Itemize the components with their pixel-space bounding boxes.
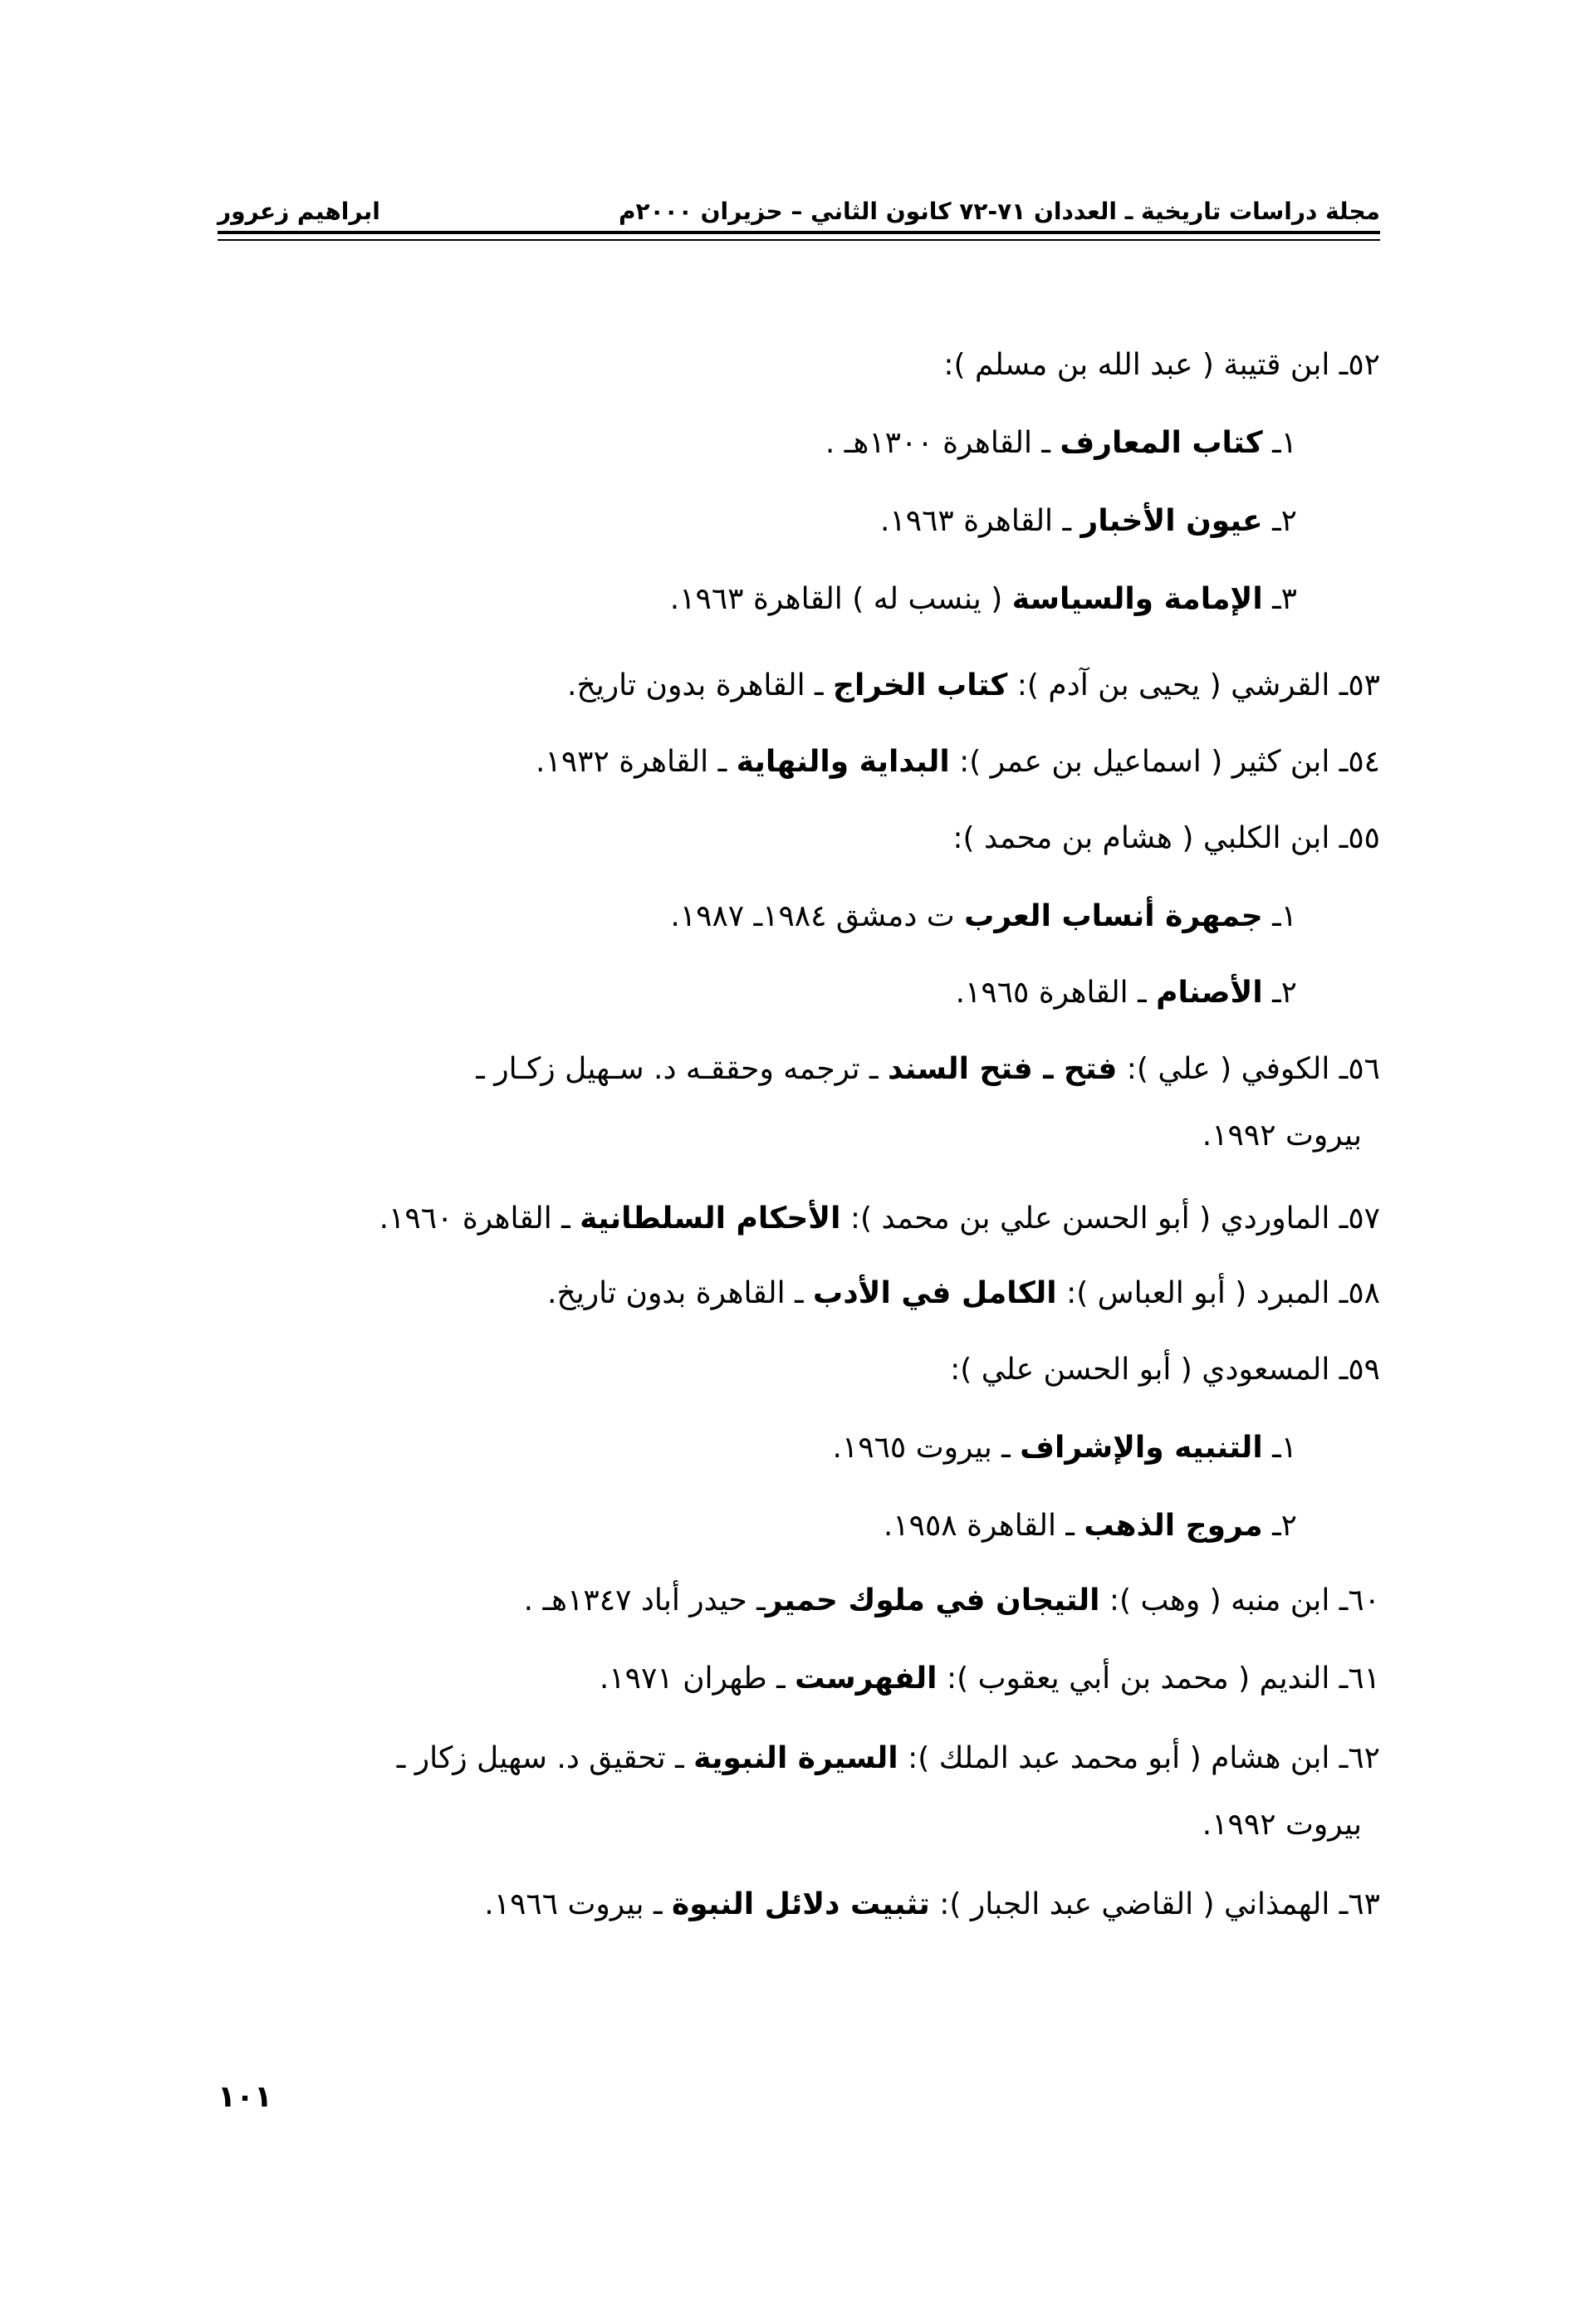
book-title: السيرة النبوية	[693, 1741, 898, 1775]
entry-text: ٥٩ـ المسعودي ( أبو الحسن علي ):	[950, 1353, 1380, 1387]
entry-text: ـ القاهرة ١٩٦٠.	[379, 1202, 580, 1236]
bibliography-entry	[536, 739, 1380, 786]
book-title: كتاب الخراج	[833, 668, 1008, 702]
header-rule-thick	[218, 231, 1380, 234]
bibliography-sub-entry	[956, 970, 1297, 1016]
book-title: الإمامة والسياسة	[1011, 582, 1263, 616]
entry-text: ٥٣ـ القرشي ( يحيى بن آدم ):	[1007, 668, 1380, 702]
entry-text: ـ القاهرة ١٣٠٠هـ .	[825, 426, 1060, 460]
entry-text: ـ بيروت ١٩٦٦.	[484, 1887, 672, 1921]
entry-text: ت دمشق ١٩٨٤ـ ١٩٨٧.	[670, 899, 965, 933]
entry-text: ـ ترجمه وحققـه د. سـهيل زكـار ـ	[476, 1052, 888, 1086]
book-title: الفهرست	[795, 1662, 938, 1696]
bibliography-sub-entry	[670, 893, 1297, 940]
entry-text: ( ينسب له ) القاهرة ١٩٦٣.	[669, 582, 1012, 616]
entry-text: ٥٧ـ الماوردي ( أبو الحسن علي بن محمد ):	[840, 1202, 1380, 1236]
entry-text: ٦٢ـ ابن هشام ( أبو محمد عبد الملك ):	[898, 1741, 1380, 1775]
bibliography-entry	[567, 663, 1380, 709]
entry-text: ـ طهران ١٩٧١.	[599, 1662, 796, 1696]
entry-text: ٦١ـ النديم ( محمد بن أبي يعقوب ):	[937, 1662, 1380, 1696]
bibliography-entry	[952, 815, 1380, 862]
bibliography-sub-entry	[832, 1425, 1297, 1471]
entry-text: بيروت ١٩٩٢.	[1202, 1118, 1362, 1153]
book-title: مروج الذهب	[1084, 1509, 1263, 1543]
journal-title: مجلة دراسات تاريخية ـ العددان ٧١-٧٢ كانون الثاني – حزيران ٢٠٠٠م	[618, 198, 1380, 225]
book-title: فتح ـ فتح السند	[887, 1052, 1118, 1086]
entry-text: ـ القاهرة بدون تاريخ.	[567, 668, 834, 702]
entry-text: ـ القاهرة ١٩٣٢.	[536, 745, 737, 779]
entry-text: ٦٠ـ ابن منبه ( وهب ):	[1099, 1583, 1380, 1618]
entry-text: ٣ـ	[1262, 582, 1297, 616]
book-title: عيون الأخبار	[1080, 504, 1263, 538]
bibliography-entry	[484, 1882, 1380, 1928]
entry-text: ٥٦ـ الكوفي ( علي ):	[1117, 1052, 1380, 1086]
bibliography-sub-entry	[880, 498, 1297, 545]
book-title: الأصنام	[1156, 976, 1263, 1010]
book-title: التيجان في ملوك حمير	[765, 1583, 1100, 1618]
book-title: تثبيت دلائل النبوة	[671, 1887, 930, 1921]
bibliography-entry	[397, 1735, 1380, 1782]
entry-text: ٢ـ	[1262, 976, 1297, 1010]
entry-text: ـ القاهرة بدون تاريخ.	[547, 1276, 814, 1310]
bibliography-entry	[950, 1347, 1380, 1393]
entry-text: ـ بيروت ١٩٦٥.	[832, 1431, 1021, 1465]
bibliography-entry	[524, 1578, 1380, 1624]
running-header	[218, 189, 1380, 234]
entry-text: بيروت ١٩٩٢.	[1202, 1808, 1362, 1842]
bibliography-sub-entry	[825, 420, 1297, 467]
book-title: جمهرة أنساب العرب	[964, 899, 1263, 933]
bibliography-entry	[943, 342, 1380, 389]
entry-text: ١ـ	[1262, 899, 1297, 933]
bibliography-entry	[547, 1270, 1380, 1317]
bibliography-sub-entry	[884, 1503, 1297, 1549]
book-title: التنبيه والإشراف	[1020, 1431, 1263, 1465]
entry-text: ١ـ	[1262, 1431, 1297, 1465]
bibliography-continuation-line	[1202, 1113, 1362, 1159]
bibliography-entry	[476, 1046, 1380, 1093]
entry-text: ـ القاهرة ١٩٦٣.	[879, 504, 1081, 538]
entry-text: ـ القاهرة ١٩٦٥.	[955, 976, 1157, 1010]
entry-text: ٦٣ـ الهمذاني ( القاضي عبد الجبار ):	[929, 1887, 1380, 1921]
book-title: الكامل في الأدب	[813, 1276, 1057, 1310]
book-title: كتاب المعارف	[1060, 426, 1263, 460]
entry-text: ٥٢ـ ابن قتيبة ( عبد الله بن مسلم ):	[943, 348, 1380, 382]
page-number: ١٠١	[218, 2080, 272, 2114]
bibliography-entry	[379, 1196, 1380, 1242]
book-title: البداية والنهاية	[736, 745, 950, 779]
entry-text: ـ حيدر أباد ١٣٤٧هـ .	[523, 1583, 766, 1618]
entry-text: ٥٨ـ المبرد ( أبو العباس ):	[1056, 1276, 1380, 1310]
entry-text: ٢ـ	[1262, 1509, 1297, 1543]
entry-text: ـ القاهرة ١٩٥٨.	[883, 1509, 1084, 1543]
entry-text: ٥٤ـ ابن كثير ( اسماعيل بن عمر ):	[949, 745, 1380, 779]
book-title: الأحكام السلطانية	[580, 1202, 841, 1236]
author-name: ابراهيم زعرور	[218, 198, 380, 225]
bibliography-entry	[600, 1656, 1380, 1702]
bibliography-sub-entry	[670, 576, 1297, 623]
entry-text: ٥٥ـ ابن الكلبي ( هشام بن محمد ):	[952, 821, 1380, 855]
entry-text: ـ تحقيق د. سهيل زكار ـ	[396, 1741, 694, 1775]
entry-text: ٢ـ	[1262, 504, 1297, 538]
entry-text: ١ـ	[1262, 426, 1297, 460]
header-rule-thin	[218, 239, 1380, 241]
bibliography-continuation-line	[1202, 1802, 1362, 1848]
